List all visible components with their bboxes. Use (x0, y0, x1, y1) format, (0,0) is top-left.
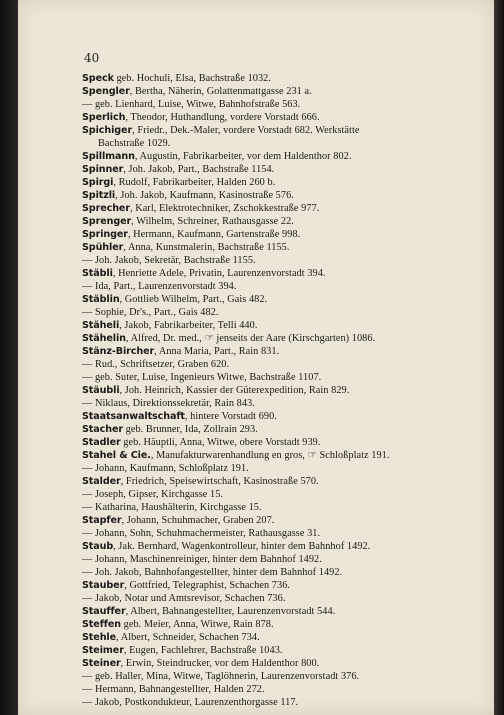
entry-surname: Spillmann (82, 151, 135, 162)
directory-entry (82, 657, 490, 670)
entry-details: — Joh. Jakob, Bahnhofangestellter, hinter dem Bahnhof 1492. (82, 567, 343, 578)
entry-details: , Eugen, Fachlehrer, Bachstraße 1043. (123, 645, 283, 656)
entry-details: , Friedrich, Speisewirtschaft, Kasinostraße 570. (120, 476, 319, 487)
directory-entry (82, 397, 490, 410)
directory-entry (82, 72, 490, 85)
entry-details: , Henriette Adele, Privatin, Laurenzenvorstadt 394. (112, 268, 326, 279)
entry-details: , Hermann, Kaufmann, Gartenstraße 998. (127, 229, 301, 240)
entry-details: , Alfred, Dr. med., ☞ jenseits der Aare (Kirschgarten) 1086. (125, 333, 376, 344)
entry-surname: Stauber (82, 580, 125, 591)
directory-entry (82, 501, 490, 514)
entry-details: , Karl, Elektrotechniker, Zschokkestraße 977. (129, 203, 320, 214)
entry-surname: Spühler (82, 242, 124, 253)
entry-details: — Rud., Schriftsetzer, Graben 620. (82, 359, 230, 370)
directory-entry (82, 449, 490, 462)
directory-entry (82, 189, 490, 202)
directory-entry (82, 137, 490, 150)
directory-entry (82, 176, 490, 189)
entry-details: , Augustin, Fabrikarbeiter, vor dem Haldenthor 802. (134, 151, 352, 162)
directory-entries (82, 72, 490, 709)
entry-details: — Ida, Part., Laurenzenvorstadt 394. (82, 281, 237, 292)
entry-surname: Stehle (82, 632, 117, 643)
directory-entry (82, 98, 490, 111)
entry-details: geb. Hochuli, Elsa, Bachstraße 1032. (113, 73, 271, 84)
directory-entry (82, 618, 490, 631)
directory-entry (82, 241, 490, 254)
entry-details: , Erwin, Steindrucker, vor dem Haldenthor 800. (120, 658, 320, 669)
entry-details: geb. Brunner, Ida, Zollrain 293. (123, 424, 258, 435)
entry-surname: Stäubli (82, 385, 120, 396)
directory-entry (82, 306, 490, 319)
entry-details: , Joh. Heinrich, Kassier der Güterexpedition, Rain 829. (119, 385, 350, 396)
entry-surname: Stahel & Cie. (82, 450, 151, 461)
directory-entry (82, 631, 490, 644)
entry-details: — Johann, Sohn, Schuhmachermeister, Rathausgasse 31. (82, 528, 321, 539)
directory-entry (82, 592, 490, 605)
directory-entry (82, 605, 490, 618)
directory-entry (82, 358, 490, 371)
directory-entry (82, 85, 490, 98)
directory-entry (82, 111, 490, 124)
entry-surname: Sprenger (82, 216, 132, 227)
entry-details: Bachstraße 1029. (98, 138, 171, 149)
entry-surname: Spinner (82, 164, 124, 175)
entry-surname: Stänz-Bircher (82, 346, 155, 357)
directory-entry (82, 475, 490, 488)
entry-details: — Jakob, Notar und Amtsrevisor, Schachen 736. (82, 593, 286, 604)
entry-details: , Rudolf, Fabrikarbeiter, Halden 260 b. (113, 177, 276, 188)
directory-entry (82, 410, 490, 423)
directory-entry (82, 423, 490, 436)
entry-details: — geb. Lienhard, Luise, Witwe, Bahnhofstraße 563. (82, 99, 301, 110)
entry-details: — Joseph, Gipser, Kirchgasse 15. (82, 489, 224, 500)
entry-surname: Staub (82, 541, 114, 552)
directory-entry (82, 150, 490, 163)
directory-entry (82, 644, 490, 657)
directory-entry (82, 683, 490, 696)
entry-details: , Joh. Jakob, Kaufmann, Kasinostraße 576. (115, 190, 294, 201)
directory-entry (82, 696, 490, 709)
entry-details: , Wilhelm, Schreiner, Rathausgasse 22. (131, 216, 294, 227)
page-left-edge (0, 0, 18, 715)
entry-details: , Jak. Bernhard, Wagenkontrolleur, hinter dem Bahnhof 1492. (113, 541, 371, 552)
directory-entry (82, 436, 490, 449)
directory-entry (82, 293, 490, 306)
directory-entry (82, 163, 490, 176)
directory-entry (82, 670, 490, 683)
directory-entry (82, 371, 490, 384)
directory-entry (82, 124, 490, 137)
directory-entry (82, 267, 490, 280)
directory-entry (82, 202, 490, 215)
directory-entry (82, 254, 490, 267)
entry-surname: Stalder (82, 476, 121, 487)
directory-entry (82, 488, 490, 501)
entry-surname: Springer (82, 229, 128, 240)
entry-surname: Speck (82, 73, 114, 84)
directory-entry (82, 540, 490, 553)
directory-entry (82, 514, 490, 527)
entry-surname: Spitzli (82, 190, 116, 201)
directory-entry (82, 579, 490, 592)
entry-surname: Spengler (82, 86, 130, 97)
entry-surname: Steiner (82, 658, 121, 669)
entry-surname: Spichiger (82, 125, 133, 136)
directory-entry (82, 215, 490, 228)
entry-details: , Gottlieb Wilhelm, Part., Gais 482. (119, 294, 268, 305)
entry-details: geb. Meier, Anna, Witwe, Rain 878. (121, 619, 274, 630)
entry-details: — Johann, Kaufmann, Schloßplatz 191. (82, 463, 249, 474)
page-number: 40 (84, 51, 100, 65)
entry-details: geb. Häuptli, Anna, Witwe, obere Vorstadt 939. (120, 437, 321, 448)
entry-surname: Stäbli (82, 268, 113, 279)
directory-entry (82, 319, 490, 332)
directory-entry (82, 280, 490, 293)
directory-entry (82, 462, 490, 475)
entry-surname: Sperlich (82, 112, 126, 123)
entry-details: — Joh. Jakob, Sekretär, Bachstraße 1155. (82, 255, 256, 266)
directory-entry (82, 527, 490, 540)
entry-details: , Theodor, Huthandlung, vordere Vorstadt 666. (125, 112, 320, 123)
entry-details: — Niklaus, Direktionssekretär, Rain 843. (82, 398, 255, 409)
entry-details: , Anna, Kunstmalerin, Bachstraße 1155. (123, 242, 290, 253)
entry-details: — Jakob, Postkondukteur, Laurenzenthorgasse 117. (82, 697, 299, 708)
entry-surname: Stacher (82, 424, 124, 435)
entry-details: — geb. Suter, Luise, Ingenieurs Witwe, Bachstraße 1107. (82, 372, 322, 383)
entry-surname: Stadler (82, 437, 121, 448)
entry-details: , Bertha, Näherin, Golattenmattgasse 231 a. (129, 86, 312, 97)
entry-details: , Friedr., Dek.-Maler, vordere Vorstadt 682. Werkstätte (132, 125, 360, 136)
entry-details: , Manufakturwarenhandlung en gros, ☞ Schloßplatz 191. (150, 450, 390, 461)
directory-entry (82, 228, 490, 241)
entry-details: — Sophie, Dr's., Part., Gais 482. (82, 307, 219, 318)
entry-details: , Gottfried, Telegraphist, Schachen 736. (124, 580, 291, 591)
entry-details: — geb. Haller, Mina, Witwe, Taglöhnerin, Laurenzenvorstadt 376. (82, 671, 360, 682)
directory-entry (82, 332, 490, 345)
entry-details: — Johann, Maschinenreiniger, hinter dem Bahnhof 1492. (82, 554, 322, 565)
page-right-edge (494, 0, 504, 715)
directory-entry (82, 553, 490, 566)
entry-surname: Staatsanwaltschaft (82, 411, 185, 422)
entry-surname: Stähelin (82, 333, 126, 344)
entry-surname: Stapfer (82, 515, 122, 526)
entry-details: , Joh. Jakob, Part., Bachstraße 1154. (123, 164, 275, 175)
directory-entry (82, 384, 490, 397)
entry-surname: Steimer (82, 645, 124, 656)
entry-surname: Sprecher (82, 203, 130, 214)
entry-details: , Jakob, Fabrikarbeiter, Telli 440. (119, 320, 258, 331)
entry-surname: Stäblin (82, 294, 120, 305)
entry-details: , hintere Vorstadt 690. (184, 411, 277, 422)
entry-surname: Stauffer (82, 606, 126, 617)
directory-entry (82, 566, 490, 579)
entry-details: , Johann, Schuhmacher, Graben 207. (121, 515, 275, 526)
entry-details: — Katharina, Haushälterin, Kirchgasse 15. (82, 502, 262, 513)
entry-details: , Albert, Bahnangestellter, Laurenzenvorstadt 544. (125, 606, 336, 617)
entry-surname: Stäheli (82, 320, 120, 331)
entry-details: — Hermann, Bahnangestellter, Halden 272. (82, 684, 265, 695)
entry-details: , Anna Maria, Part., Rain 831. (154, 346, 280, 357)
entry-surname: Spirgi (82, 177, 114, 188)
directory-entry (82, 345, 490, 358)
entry-surname: Steffen (82, 619, 121, 630)
entry-details: , Albert, Schneider, Schachen 734. (116, 632, 260, 643)
